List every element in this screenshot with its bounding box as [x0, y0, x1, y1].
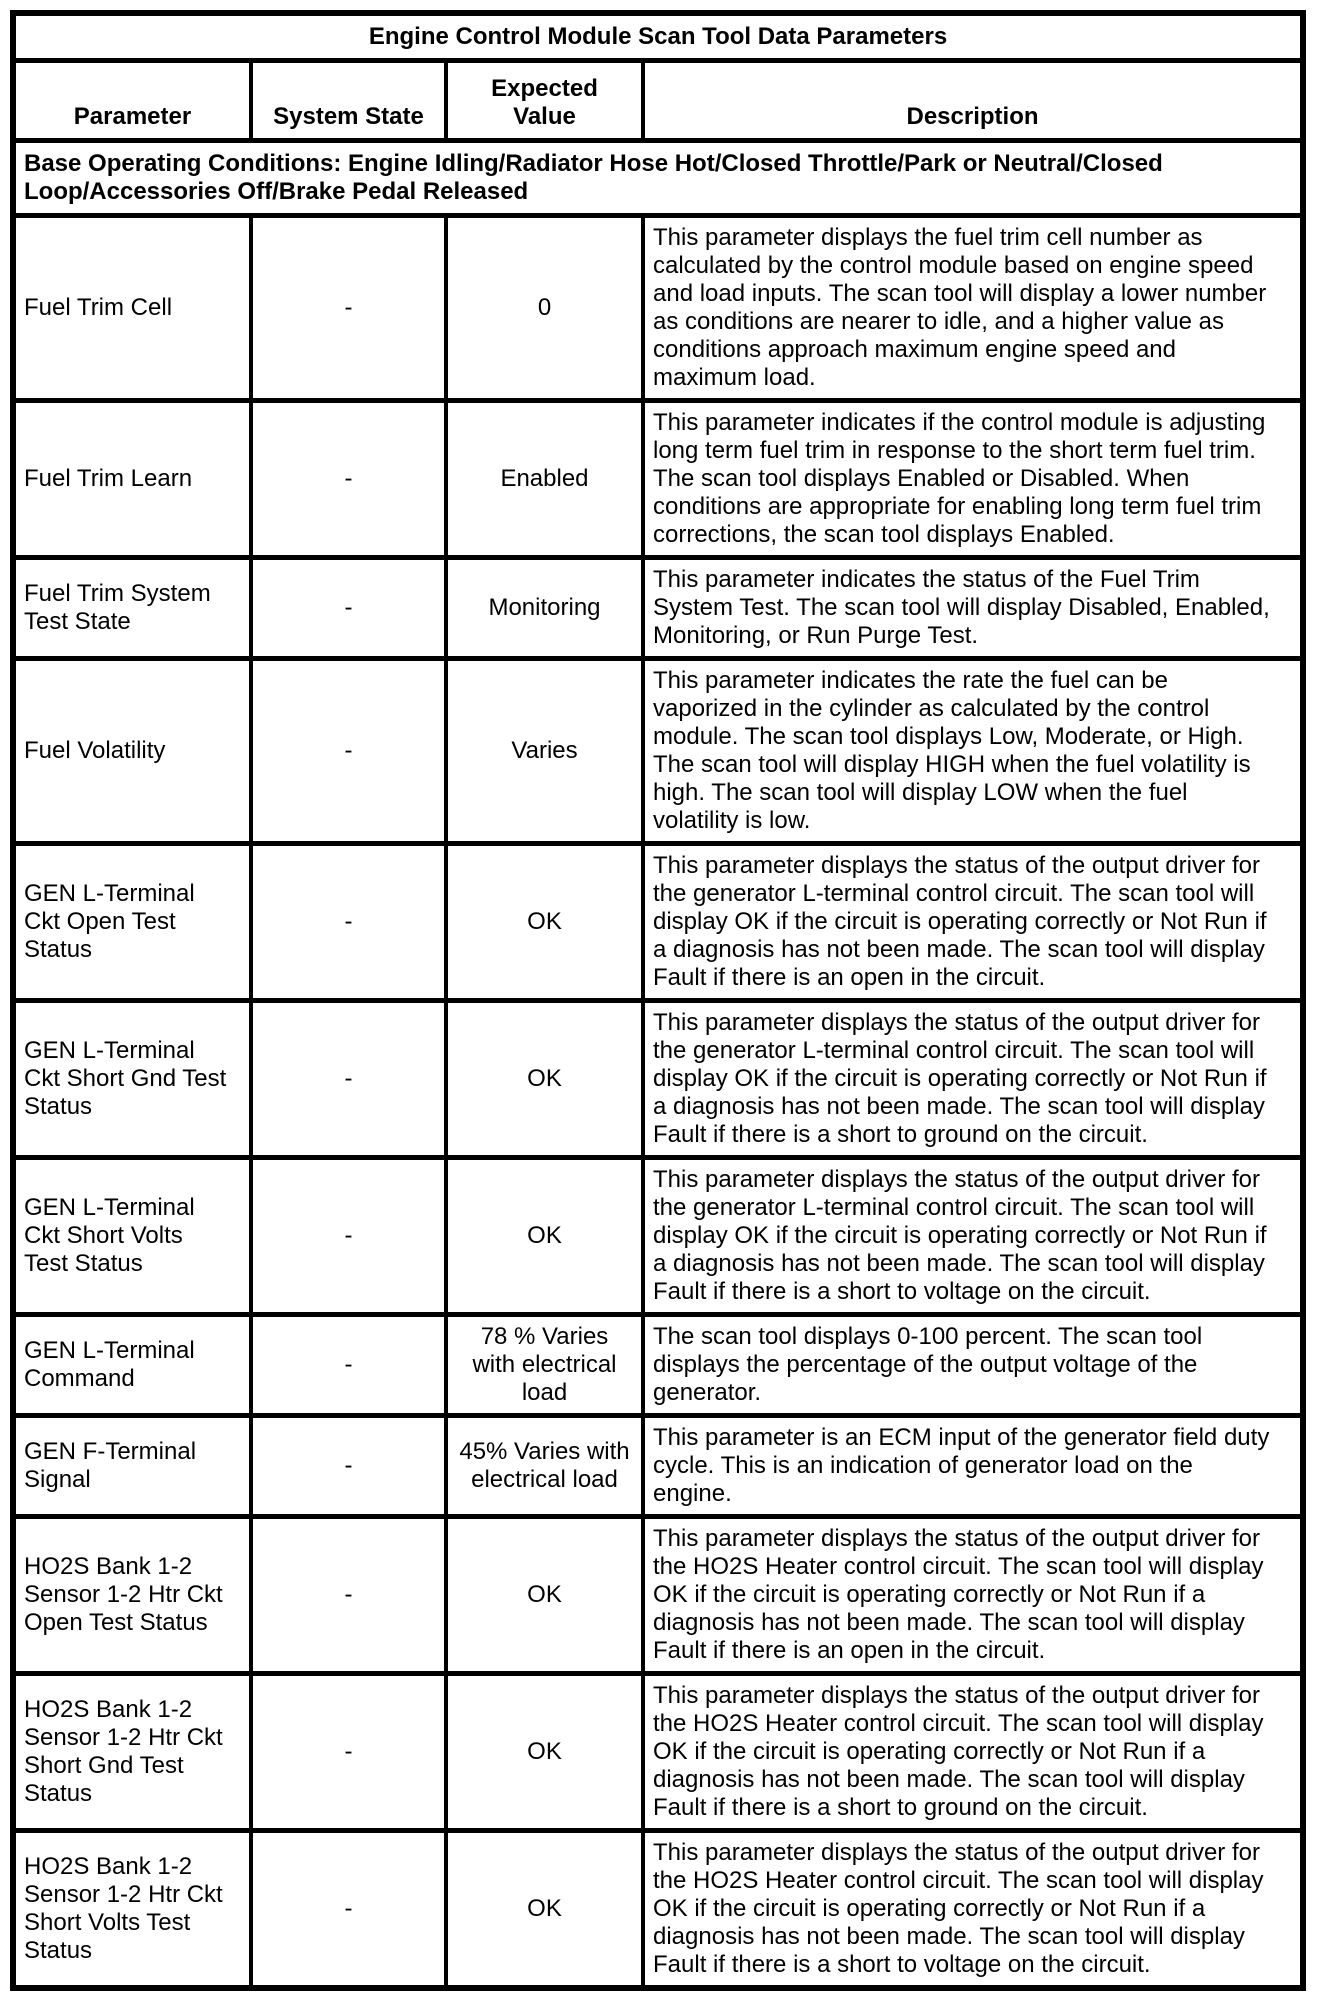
expected-value-cell: OK [446, 1831, 643, 1989]
table-row-fuel-trim-cell [13, 216, 1303, 401]
expected-value-cell: Monitoring [446, 558, 643, 659]
parameter-cell: GEN L-Terminal Command [13, 1315, 251, 1416]
expected-value-cell: OK [446, 844, 643, 1001]
expected-value-cell: Varies [446, 659, 643, 844]
parameter-cell: Fuel Trim Learn [13, 401, 251, 558]
parameter-cell: Fuel Volatility [13, 659, 251, 844]
parameter-cell: Fuel Trim Cell [13, 216, 251, 401]
table-row-fuel-volatility [13, 659, 1303, 844]
description-cell: This parameter indicates if the control module is adjusting long term fuel trim in response to the short term fuel trim. The scan tool displays Enabled or Disabled. When conditions are appropriate for enabling long term fuel trim corrections, the scan tool displays Enabled. [643, 401, 1303, 558]
column-header-parameter: Parameter [13, 61, 251, 141]
system-state-cell: - [251, 844, 446, 1001]
description-cell: This parameter displays the status of the output driver for the generator L-terminal control circuit. The scan tool will display OK if the circuit is operating correctly or Not Run if a diagnosis has not been made. The scan tool will display Fault if there is a short to ground on the circuit. [643, 1001, 1303, 1158]
parameter-cell: HO2S Bank 1-2 Sensor 1-2 Htr Ckt Short Gnd Test Status [13, 1674, 251, 1831]
column-header-expected-value-label: Expected Value [491, 75, 598, 130]
description-cell: This parameter is an ECM input of the generator field duty cycle. This is an indication of generator load on the engine. [643, 1416, 1303, 1517]
expected-value-cell: OK [446, 1158, 643, 1315]
system-state-cell: - [251, 659, 446, 844]
expected-value-cell: 45% Varies with electrical load [446, 1416, 643, 1517]
description-cell: This parameter displays the fuel trim cell number as calculated by the control module based on engine speed and load inputs. The scan tool will display a lower number as conditions are nearer to idle, and a higher value as conditions approach maximum engine speed and maximum load. [643, 216, 1303, 401]
parameter-cell: HO2S Bank 1-2 Sensor 1-2 Htr Ckt Open Test Status [13, 1517, 251, 1674]
description-cell: This parameter displays the status of the output driver for the generator L-terminal control circuit. The scan tool will display OK if the circuit is operating correctly or Not Run if a diagnosis has not been made. The scan tool will display Fault if there is an open in the circuit. [643, 844, 1303, 1001]
table-row-gen-l-terminal-ckt-short-volts-test-status [13, 1158, 1303, 1315]
table-row-ho2s-htr-ckt-short-volts-test-status [13, 1831, 1303, 1989]
table-row-gen-f-terminal-signal [13, 1416, 1303, 1517]
parameter-cell: HO2S Bank 1-2 Sensor 1-2 Htr Ckt Short Volts Test Status [13, 1831, 251, 1989]
expected-value-cell: OK [446, 1674, 643, 1831]
table-title: Engine Control Module Scan Tool Data Parameters [13, 13, 1303, 61]
table-row-fuel-trim-system-test-state [13, 558, 1303, 659]
description-cell: This parameter indicates the rate the fuel can be vaporized in the cylinder as calculated by the control module. The scan tool displays Low, Moderate, or High. The scan tool will display HIGH when the fuel volatility is high. The scan tool will display LOW when the fuel volatility is low. [643, 659, 1303, 844]
base-operating-conditions [13, 141, 1303, 216]
system-state-cell: - [251, 401, 446, 558]
column-header-expected-value [446, 61, 643, 141]
description-cell: The scan tool displays 0-100 percent. The scan tool displays the percentage of the output voltage of the generator. [643, 1315, 1303, 1416]
title-row [13, 13, 1303, 61]
system-state-cell: - [251, 1416, 446, 1517]
table-row-ho2s-htr-ckt-short-gnd-test-status [13, 1674, 1303, 1831]
base-operating-conditions-line2: Loop/Accessories Off/Brake Pedal Released [24, 178, 529, 205]
parameter-cell: GEN L-Terminal Ckt Open Test Status [13, 844, 251, 1001]
system-state-cell: - [251, 558, 446, 659]
scan-tool-data-table [10, 10, 1306, 1991]
column-header-system-state: System State [251, 61, 446, 141]
description-cell: This parameter displays the status of the output driver for the HO2S Heater control circuit. The scan tool will display OK if the circuit is operating correctly or Not Run if a diagnosis has not been made. The scan tool will display Fault if there is a short to voltage on the circuit. [643, 1831, 1303, 1989]
system-state-cell: - [251, 1674, 446, 1831]
parameter-cell: GEN F-Terminal Signal [13, 1416, 251, 1517]
description-cell: This parameter displays the status of the output driver for the HO2S Heater control circuit. The scan tool will display OK if the circuit is operating correctly or Not Run if a diagnosis has not been made. The scan tool will display Fault if there is an open in the circuit. [643, 1517, 1303, 1674]
description-cell: This parameter indicates the status of the Fuel Trim System Test. The scan tool will display Disabled, Enabled, Monitoring, or Run Purge Test. [643, 558, 1303, 659]
parameter-cell: Fuel Trim System Test State [13, 558, 251, 659]
table-row-gen-l-terminal-ckt-open-test-status [13, 844, 1303, 1001]
expected-value-cell: OK [446, 1001, 643, 1158]
table-row-gen-l-terminal-ckt-short-gnd-test-status [13, 1001, 1303, 1158]
table-row-gen-l-terminal-command [13, 1315, 1303, 1416]
expected-value-cell: 78 % Varies with electrical load [446, 1315, 643, 1416]
parameter-cell: GEN L-Terminal Ckt Short Gnd Test Status [13, 1001, 251, 1158]
expected-value-cell: OK [446, 1517, 643, 1674]
system-state-cell: - [251, 1517, 446, 1674]
table-row-fuel-trim-learn [13, 401, 1303, 558]
description-cell: This parameter displays the status of the output driver for the generator L-terminal control circuit. The scan tool will display OK if the circuit is operating correctly or Not Run if a diagnosis has not been made. The scan tool will display Fault if there is a short to voltage on the circuit. [643, 1158, 1303, 1315]
system-state-cell: - [251, 1158, 446, 1315]
parameter-cell: GEN L-Terminal Ckt Short Volts Test Status [13, 1158, 251, 1315]
expected-value-cell: 0 [446, 216, 643, 401]
table-row-ho2s-htr-ckt-open-test-status [13, 1517, 1303, 1674]
column-header-description: Description [643, 61, 1303, 141]
expected-value-cell: Enabled [446, 401, 643, 558]
header-row [13, 61, 1303, 141]
system-state-cell: - [251, 1831, 446, 1989]
system-state-cell: - [251, 1001, 446, 1158]
system-state-cell: - [251, 1315, 446, 1416]
system-state-cell: - [251, 216, 446, 401]
description-cell: This parameter displays the status of the output driver for the HO2S Heater control circuit. The scan tool will display OK if the circuit is operating correctly or Not Run if a diagnosis has not been made. The scan tool will display Fault if there is a short to ground on the circuit. [643, 1674, 1303, 1831]
base-conditions-row [13, 141, 1303, 216]
base-operating-conditions-line1: Base Operating Conditions: Engine Idling/Radiator Hose Hot/Closed Throttle/Park or Neutral/Closed [24, 150, 1163, 177]
